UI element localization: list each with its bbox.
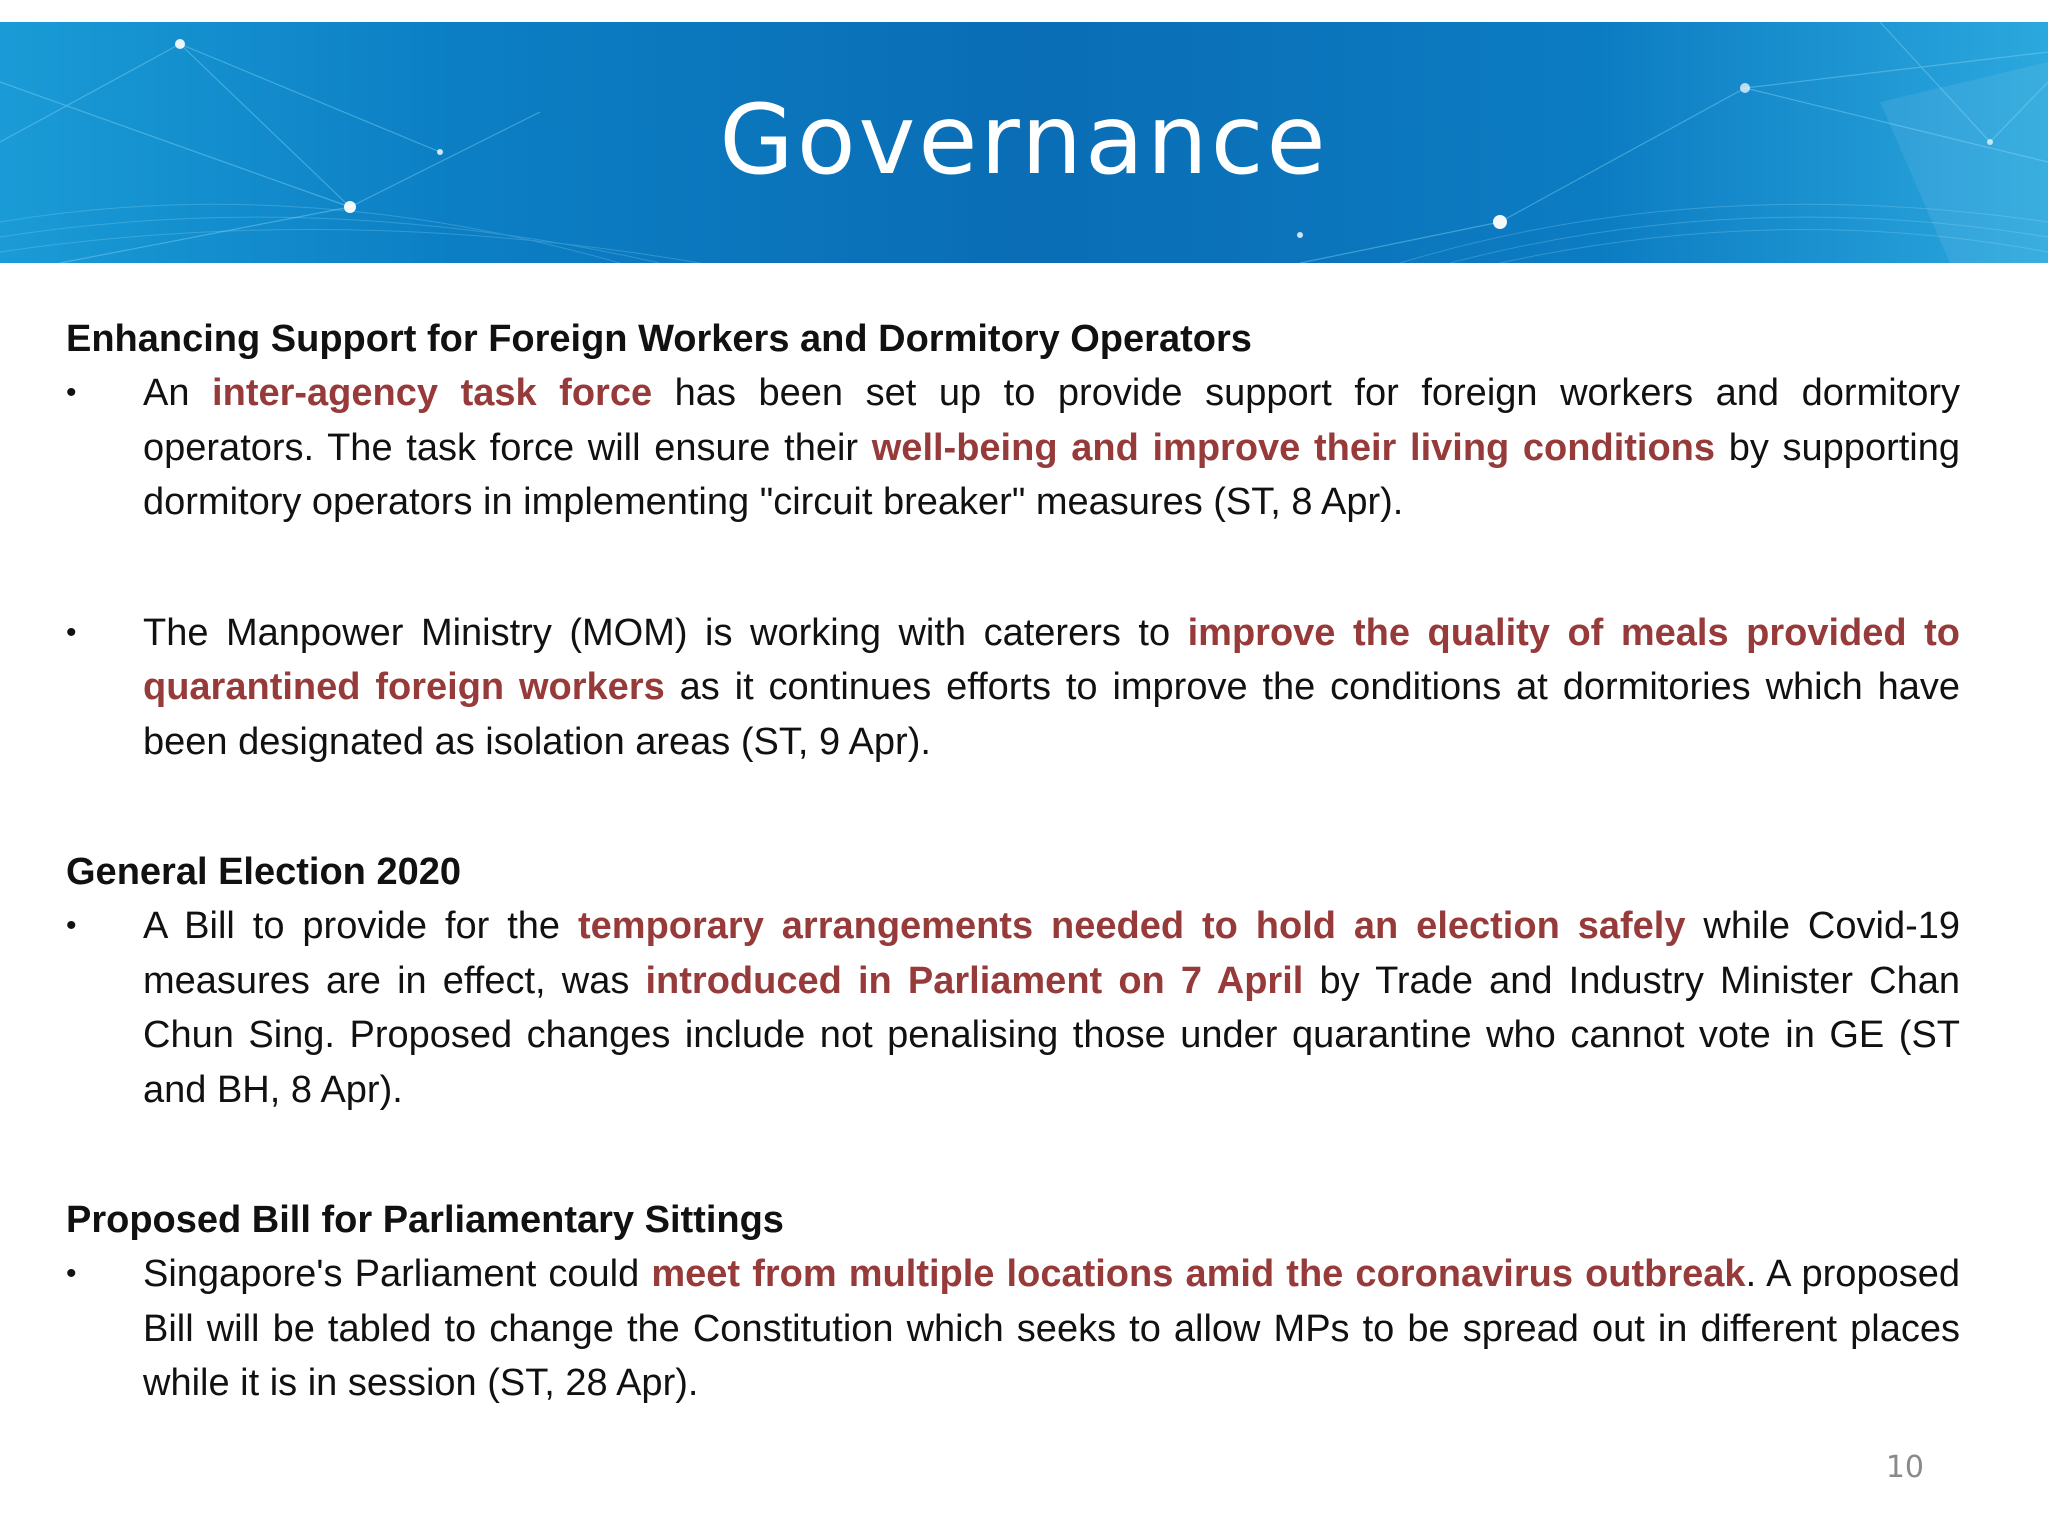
highlighted-text: introduced in Parliament on 7 April — [645, 959, 1304, 1002]
text-segment: An — [143, 372, 213, 414]
text-segment: while Covid-19 measures are in effect, was — [143, 905, 1960, 1002]
title-banner — [0, 22, 2048, 263]
bullet-text — [143, 1247, 1960, 1411]
text-segment: as it continues efforts to improve the conditions at dormitories which have been designated as isolation areas (ST, 9 Apr). — [143, 666, 1961, 763]
bullet-item — [66, 606, 1960, 770]
section-heading: Enhancing Support for Foreign Workers and Dormitory Operators — [66, 318, 1252, 360]
bullet-dot-icon: • — [66, 615, 77, 649]
bullet-dot-icon: • — [66, 909, 77, 942]
bullet-text — [143, 606, 1960, 770]
text-segment: by Trade and Industry Minister Chan Chun Sing. Proposed changes include not penalising those under quarantine who cannot vote in GE (ST and BH, 8 Apr). — [143, 959, 1960, 1111]
section-heading: General Election 2020 — [66, 851, 461, 893]
text-segment: by supporting dormitory operators in implementing "circuit breaker" measures (ST, 8 Apr). — [143, 426, 1960, 523]
section-parliamentary-sittings — [66, 1193, 1960, 1411]
bullet-text — [143, 366, 1960, 530]
highlighted-text: meet from multiple locations amid the coronavirus outbreak — [651, 1253, 1746, 1295]
highlighted-text: well-being and improve their living conditions — [871, 426, 1716, 469]
section-general-election — [66, 845, 1960, 1117]
section-foreign-workers — [66, 312, 1960, 769]
text-segment: A Bill to provide for the — [143, 905, 578, 947]
text-segment: . A proposed Bill will be tabled to change the Constitution which seeks to allow MPs to be spread out in different places while it is in session (ST, 28 Apr). — [143, 1253, 1960, 1404]
bullet-dot-icon: • — [66, 376, 77, 409]
highlighted-text: temporary arrangements needed to hold an election safely — [578, 905, 1686, 947]
bullet-text — [143, 899, 1960, 1117]
bullet-item — [66, 899, 1960, 1117]
page-number: 10 — [1885, 1450, 1924, 1485]
highlighted-text: improve the quality of meals provided to quarantined foreign workers — [143, 611, 1960, 708]
section-heading: Proposed Bill for Parliamentary Sittings — [66, 1199, 784, 1241]
bullet-item — [66, 366, 1960, 530]
text-segment: has been set up to provide support for foreign workers and dormitory operators. The task force will ensure their — [143, 372, 1960, 469]
bullet-dot-icon: • — [66, 1257, 77, 1290]
slide-title: Governance — [719, 84, 1329, 196]
highlighted-text: inter-agency task force — [212, 372, 653, 414]
text-segment: Singapore's Parliament could — [143, 1253, 652, 1295]
slide-content — [66, 312, 1960, 1411]
bullet-item — [66, 1247, 1960, 1411]
text-segment: The Manpower Ministry (MOM) is working with caterers to — [143, 611, 1188, 654]
